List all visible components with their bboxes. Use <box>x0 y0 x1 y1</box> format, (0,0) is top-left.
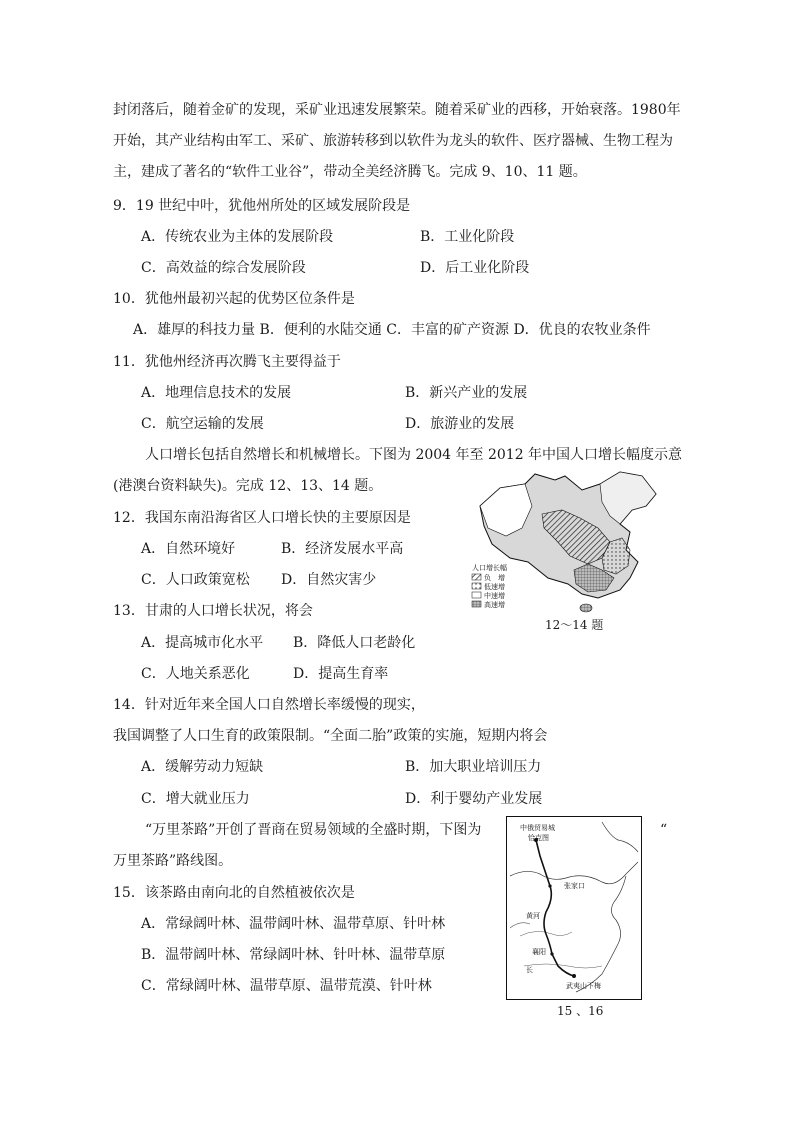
map-2-caption: 15 、16 <box>557 1004 604 1018</box>
map-label-kyakhta-city: 中俄贸易城 <box>520 824 555 832</box>
map-label-zhangjiakou: 张家口 <box>564 882 585 890</box>
passage-1-line-2: 开始，其产业结构由军工、采矿、旅游转移到以软件为龙头的软件、医疗器械、生物工程为 <box>113 133 673 149</box>
passage-3-line-2: 万里茶路”路线图。 <box>113 853 233 869</box>
passage-1-line-3: 主，建成了著名的“软件工业谷”，带动全美经济腾飞。完成 9、10、11 题。 <box>113 164 587 180</box>
passage-2-line-1: 人口增长包括自然增长和机械增长。下图为 2004 年至 2012 年中国人口增长幅度示意 <box>145 447 683 463</box>
map-label-kyakhta: 恰克图 <box>528 834 549 842</box>
legend-swatch-high <box>472 601 481 607</box>
question-12-stem: 12．我国东南沿海省区人口增长快的主要原因是 <box>113 510 411 526</box>
question-13-option-d: D．提高生育率 <box>293 666 389 682</box>
passage-2-line-2: (港澳台资料缺失)。完成 12、13、14 题。 <box>113 478 383 494</box>
legend-swatch-negative <box>472 574 481 580</box>
question-14-option-a: A．缓解劳动力短缺 <box>141 759 264 775</box>
question-12-option-c: C．人口政策宽松 <box>141 572 250 588</box>
question-14-option-d: D．利于婴幼产业发展 <box>405 791 543 807</box>
passage-3-line-1: “万里茶路”开创了晋商在贸易领域的全盛时期，下图为 <box>145 822 482 838</box>
legend-title: 人口增长幅 <box>472 564 507 572</box>
question-14-option-c: C．增大就业压力 <box>141 791 250 807</box>
legend-item-high: 高速增 <box>484 601 505 609</box>
legend-item-medium: 中速增 <box>484 592 505 600</box>
legend-swatch-low <box>472 583 481 589</box>
question-14-stem-1: 14．针对近年来全国人口自然增长率缓慢的现实， <box>113 697 425 713</box>
question-12-option-d: D．自然灾害少 <box>281 572 377 588</box>
question-15-option-c: C．常绿阔叶林、温带草原、温带荒漠、针叶林 <box>141 978 432 994</box>
question-13-option-a: A．提高城市化水平 <box>141 635 264 651</box>
question-12-option-b: B．经济发展水平高 <box>281 541 404 557</box>
question-11-option-d: D．旅游业的发展 <box>405 416 515 432</box>
question-9-option-a: A．传统农业为主体的发展阶段 <box>141 229 334 245</box>
question-9-option-b: B．工业化阶段 <box>420 229 515 245</box>
tea-road-route-map <box>506 816 642 1000</box>
question-11-stem: 11．犹他州经济再次腾飞主要得益于 <box>113 354 341 370</box>
map-label-changjiang: 长 <box>526 966 533 974</box>
question-13-option-c: C．人地关系恶化 <box>141 666 250 682</box>
question-15-stem: 15．该茶路由南向北的自然植被依次是 <box>113 885 355 901</box>
question-11-option-b: B．新兴产业的发展 <box>405 385 528 401</box>
question-11-option-c: C．航空运输的发展 <box>141 416 264 432</box>
question-9-stem: 9．19 世纪中叶，犹他州所处的区域发展阶段是 <box>113 198 411 214</box>
question-13-stem: 13．甘肃的人口增长状况，将会 <box>113 603 313 619</box>
question-10-stem: 10．犹他州最初兴起的优势区位条件是 <box>113 291 355 307</box>
question-12-option-a: A．自然环境好 <box>141 541 236 557</box>
question-15-option-a: A．常绿阔叶林、温带阔叶林、温带草原、针叶林 <box>141 916 446 932</box>
legend-swatch-medium <box>472 592 481 598</box>
map-label-yellow-river: 黄河 <box>526 912 540 920</box>
question-14-option-b: B．加大职业培训压力 <box>405 759 542 775</box>
question-10-options: A．雄厚的科技力量 B．便利的水陆交通 C．丰富的矿产资源 D．优良的农牧业条件 <box>133 322 651 338</box>
legend-item-low: 低速增 <box>484 583 505 591</box>
china-population-growth-map <box>470 466 662 616</box>
question-13-option-b: B．降低人口老龄化 <box>293 635 416 651</box>
map-label-wuyishan: 武夷山下梅 <box>566 982 601 990</box>
question-14-stem-2: 我国调整了人口生育的政策限制。“全面二胎”政策的实施，短期内将会 <box>113 728 548 744</box>
question-11-option-a: A．地理信息技术的发展 <box>141 385 292 401</box>
map-1-caption: 12～14 题 <box>545 618 604 632</box>
question-9-option-c: C．高效益的综合发展阶段 <box>141 260 306 276</box>
question-9-option-d: D．后工业化阶段 <box>420 260 530 276</box>
passage-3-open-quote: “ <box>660 822 668 838</box>
passage-1-line-1: 封闭落后，随着金矿的发现，采矿业迅速发展繁荣。随着采矿业的西移，开始衰落。1980年 <box>113 102 681 118</box>
legend-item-negative: 负 增 <box>484 574 505 582</box>
map-label-xiangyang: 襄阳 <box>532 948 546 956</box>
question-15-option-b: B．温带阔叶林、常绿阔叶林、针叶林、温带草原 <box>141 947 446 963</box>
